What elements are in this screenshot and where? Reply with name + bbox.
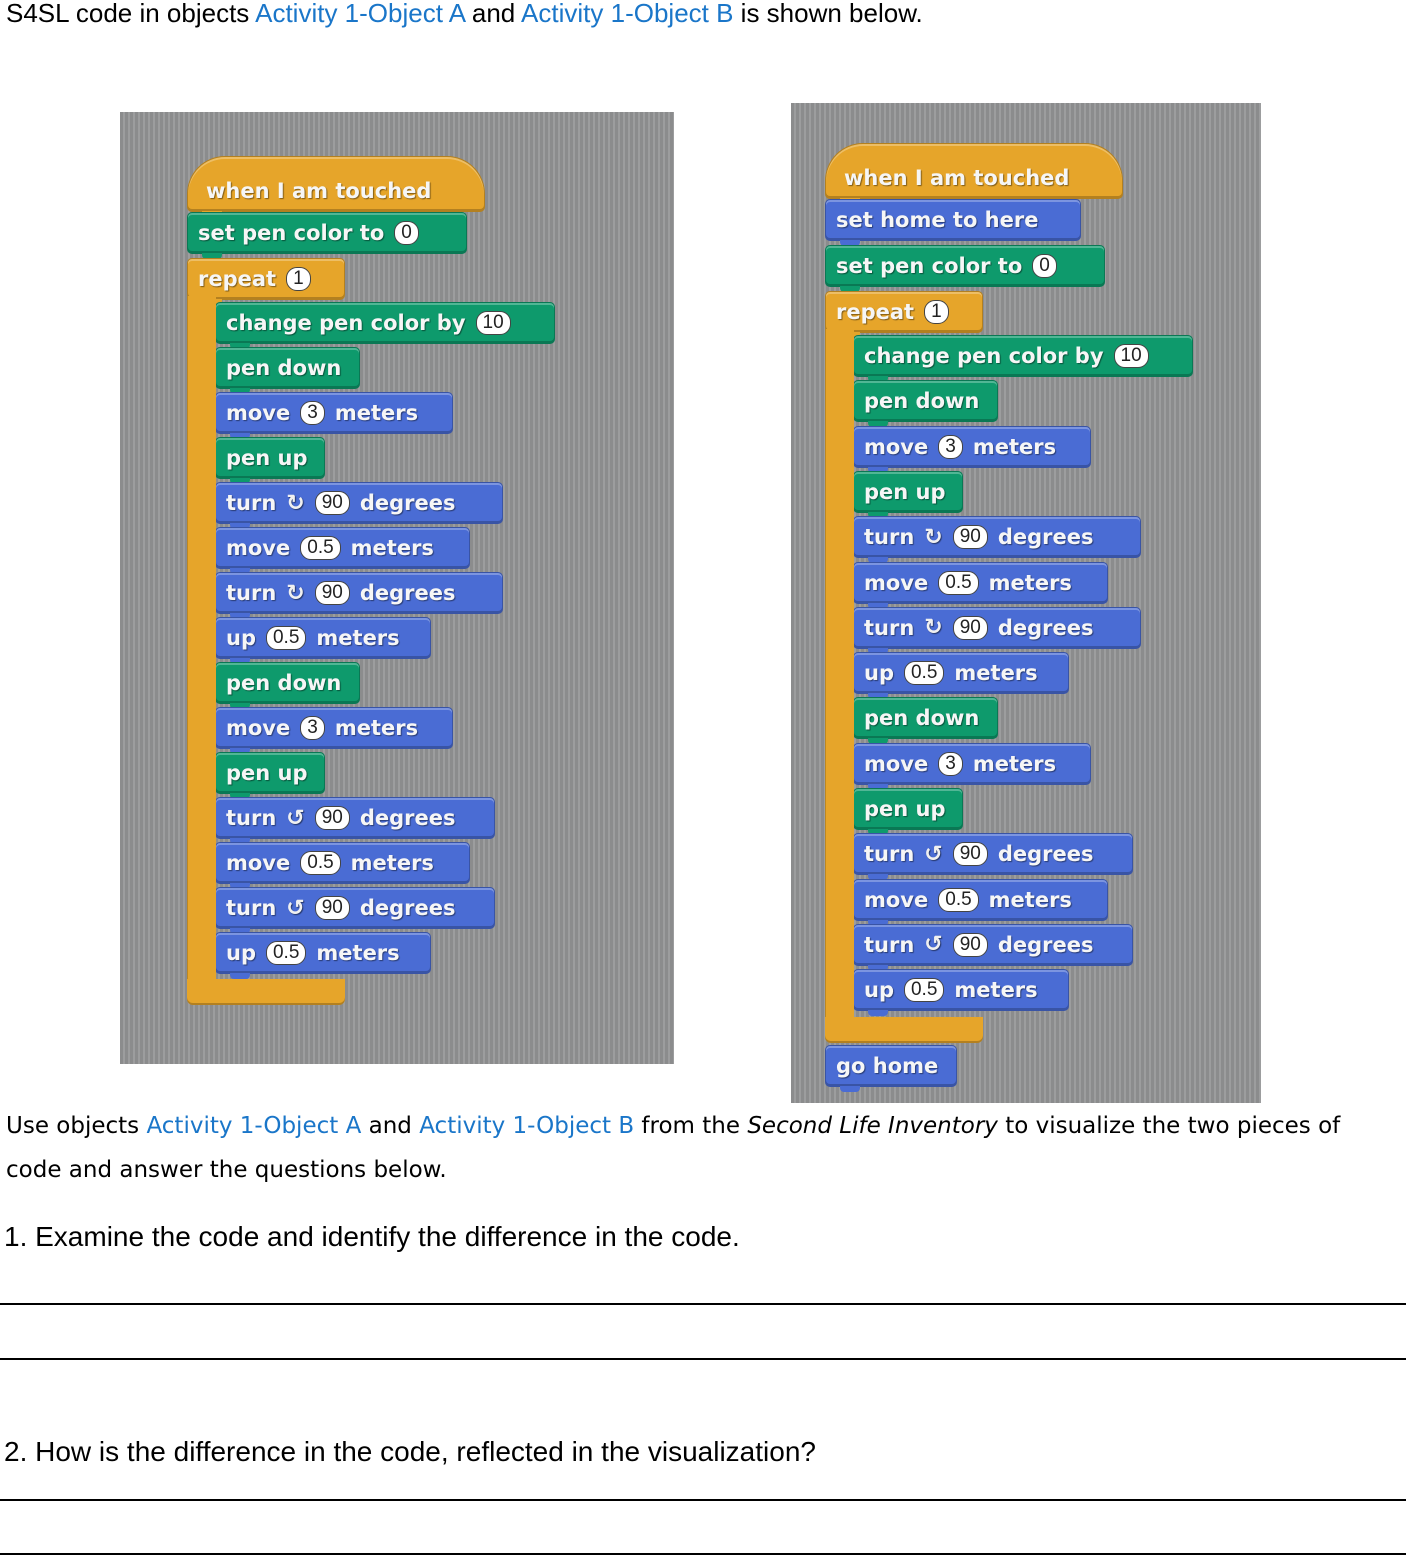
block-value-input[interactable]: 10: [1114, 344, 1149, 368]
instructions-paragraph: [6, 1104, 1396, 1192]
block-label: pen up: [864, 797, 946, 821]
inventory-name: Second Life Inventory: [747, 1113, 998, 1139]
block-value-input[interactable]: 90: [953, 933, 988, 957]
go-home-block[interactable]: [825, 1045, 957, 1087]
pen-down-block[interactable]: [853, 697, 998, 739]
instructions-suffix: to visualize the two pieces of code and answer the questions below.: [6, 1113, 1341, 1183]
pen-down-block[interactable]: [853, 380, 998, 422]
block-label-suffix: degrees: [359, 806, 456, 830]
block-value-input[interactable]: 0.5: [300, 536, 340, 560]
block-label: turn: [864, 615, 915, 640]
block-label-suffix: degrees: [997, 525, 1094, 550]
block-label: turn: [226, 491, 277, 515]
block-label: set pen color to: [836, 254, 1023, 278]
block-value-input[interactable]: 1: [286, 267, 311, 291]
instructions-object-b-link[interactable]: Activity 1-Object B: [419, 1113, 635, 1139]
block-value-input[interactable]: 90: [315, 896, 350, 920]
block-value-input[interactable]: 0.5: [300, 851, 340, 875]
block-value-input[interactable]: 1: [924, 300, 949, 324]
block-label-suffix: meters: [972, 751, 1057, 776]
block-value-input[interactable]: 90: [315, 581, 350, 605]
move-block[interactable]: [215, 527, 470, 569]
block-label: turn: [864, 842, 915, 867]
block-value-input[interactable]: 0: [394, 221, 419, 245]
hat-label: when I am touched: [844, 166, 1070, 190]
move-block[interactable]: [853, 562, 1108, 604]
up-block[interactable]: [215, 617, 431, 659]
rotate-left-icon: ↺: [924, 932, 943, 958]
block-value-input[interactable]: 3: [300, 716, 325, 740]
block-label: pen down: [226, 671, 342, 695]
block-label: turn: [226, 896, 277, 920]
pen-up-block[interactable]: [853, 471, 963, 513]
block-label: up: [226, 941, 256, 965]
block-label: repeat: [198, 267, 277, 291]
block-label-suffix: meters: [972, 434, 1057, 459]
block-label-suffix: meters: [954, 978, 1038, 1003]
block-label: move: [226, 851, 291, 875]
set-pen-color-block[interactable]: [187, 212, 467, 254]
pen-down-block[interactable]: [215, 347, 360, 389]
block-label-suffix: meters: [988, 887, 1072, 912]
block-value-input[interactable]: 0.5: [266, 941, 306, 965]
set-pen-color-block[interactable]: [825, 245, 1105, 287]
block-label: pen up: [864, 479, 946, 504]
turn-block[interactable]: [215, 797, 495, 839]
move-block[interactable]: [215, 707, 453, 749]
repeat-block-end: [825, 1017, 983, 1043]
instructions-object-a-link[interactable]: Activity 1-Object A: [146, 1113, 362, 1139]
block-label-suffix: meters: [316, 626, 400, 650]
up-block[interactable]: [853, 969, 1069, 1011]
block-value-input[interactable]: 3: [938, 435, 963, 459]
rotate-right-icon: ↻: [286, 490, 305, 516]
block-label: pen up: [226, 761, 308, 785]
script-panel-object-a: [120, 112, 674, 1064]
block-label: repeat: [836, 300, 915, 324]
block-value-input[interactable]: 90: [953, 616, 988, 640]
block-label: turn: [864, 932, 915, 957]
block-label: change pen color by: [864, 344, 1104, 368]
block-label-suffix: meters: [316, 941, 400, 965]
block-value-input[interactable]: 0.5: [938, 571, 978, 595]
answer-line-2a[interactable]: [0, 1499, 1406, 1501]
block-value-input[interactable]: 0.5: [938, 888, 978, 912]
set-home-block[interactable]: [825, 199, 1081, 241]
intro-suffix: is shown below.: [733, 0, 923, 28]
rotate-right-icon: ↻: [924, 615, 943, 641]
block-label: move: [226, 401, 291, 425]
move-block[interactable]: [853, 879, 1108, 921]
rotate-left-icon: ↺: [924, 841, 943, 867]
question-1: 1. Examine the code and identify the difference in the code.: [4, 1221, 740, 1252]
block-label: move: [864, 570, 929, 595]
block-label-suffix: degrees: [359, 491, 456, 515]
move-block[interactable]: [853, 426, 1091, 468]
block-value-input[interactable]: 10: [476, 311, 511, 335]
turn-block[interactable]: [853, 516, 1141, 558]
block-label-suffix: degrees: [997, 932, 1094, 957]
block-value-input[interactable]: 0: [1032, 254, 1057, 278]
block-value-input[interactable]: 90: [953, 525, 988, 549]
block-label: up: [864, 661, 894, 686]
script-panel-object-b: [791, 103, 1261, 1103]
answer-line-1a[interactable]: [0, 1303, 1406, 1305]
block-value-input[interactable]: 3: [300, 401, 325, 425]
block-label: change pen color by: [226, 311, 466, 335]
question-2: 2. How is the difference in the code, reflected in the visualization?: [4, 1436, 816, 1467]
block-value-input[interactable]: 0.5: [904, 661, 944, 685]
object-a-link[interactable]: Activity 1-Object A: [255, 0, 465, 28]
repeat-block[interactable]: [187, 258, 345, 300]
intro-text: [6, 0, 923, 30]
pen-up-block[interactable]: [215, 752, 325, 794]
block-label-suffix: degrees: [997, 615, 1094, 640]
repeat-block-end: [187, 979, 345, 1005]
when-touched-hat-block[interactable]: [187, 156, 485, 212]
pen-down-block[interactable]: [215, 662, 360, 704]
pen-up-block[interactable]: [215, 437, 325, 479]
block-label: up: [226, 626, 256, 650]
block-label-suffix: degrees: [359, 896, 456, 920]
intro-middle: and: [464, 0, 522, 28]
block-label-suffix: meters: [350, 536, 434, 560]
up-block[interactable]: [215, 932, 431, 974]
rotate-left-icon: ↺: [286, 805, 305, 831]
block-label: pen down: [864, 706, 980, 731]
block-value-input[interactable]: 90: [953, 842, 988, 866]
block-label: up: [864, 978, 894, 1003]
rotate-right-icon: ↻: [286, 580, 305, 606]
turn-block[interactable]: [853, 607, 1141, 649]
pen-up-block[interactable]: [853, 788, 963, 830]
block-label-suffix: meters: [988, 570, 1072, 595]
repeat-block[interactable]: [825, 291, 983, 333]
block-label: move: [226, 716, 291, 740]
turn-block[interactable]: [215, 482, 503, 524]
intro-prefix: S4SL code in objects: [6, 0, 256, 28]
block-value-input[interactable]: 90: [315, 806, 350, 830]
repeat-block-arm: [187, 296, 216, 981]
block-label: set home to here: [836, 208, 1039, 232]
instructions-middle: and: [361, 1113, 420, 1139]
turn-block[interactable]: [215, 572, 503, 614]
move-block[interactable]: [215, 842, 470, 884]
block-label: set pen color to: [198, 221, 385, 245]
up-block[interactable]: [853, 652, 1069, 694]
block-label-suffix: meters: [334, 401, 419, 425]
block-label: turn: [864, 525, 915, 550]
block-value-input[interactable]: 3: [938, 752, 963, 776]
hat-label: when I am touched: [206, 179, 432, 203]
instructions-prefix: Use objects: [6, 1113, 147, 1139]
block-label: move: [864, 887, 929, 912]
turn-block[interactable]: [215, 887, 495, 929]
repeat-block-arm: [825, 329, 854, 1019]
block-label-suffix: meters: [334, 716, 419, 740]
object-b-link[interactable]: Activity 1-Object B: [521, 0, 734, 28]
block-label: turn: [226, 581, 277, 605]
move-block[interactable]: [853, 743, 1091, 785]
move-block[interactable]: [215, 392, 453, 434]
block-label: move: [864, 434, 929, 459]
block-value-input[interactable]: 0.5: [266, 626, 306, 650]
block-label: move: [864, 751, 929, 776]
block-label: move: [226, 536, 291, 560]
block-label: pen down: [864, 389, 980, 414]
block-value-input[interactable]: 0.5: [904, 978, 944, 1002]
instructions-from: from the: [634, 1113, 748, 1139]
block-value-input[interactable]: 90: [315, 491, 350, 515]
block-label: pen up: [226, 446, 308, 470]
turn-block[interactable]: [853, 924, 1133, 966]
change-pen-color-by-block[interactable]: [853, 335, 1193, 377]
block-label-suffix: meters: [954, 661, 1038, 686]
block-label: pen down: [226, 356, 342, 380]
block-label-suffix: meters: [350, 851, 434, 875]
rotate-right-icon: ↻: [924, 524, 943, 550]
block-label-suffix: degrees: [359, 581, 456, 605]
block-label-suffix: degrees: [997, 842, 1094, 867]
rotate-left-icon: ↺: [286, 895, 305, 921]
change-pen-color-by-block[interactable]: [215, 302, 555, 344]
block-label: go home: [836, 1053, 939, 1078]
block-label: turn: [226, 806, 277, 830]
turn-block[interactable]: [853, 833, 1133, 875]
when-touched-hat-block[interactable]: [825, 143, 1123, 199]
answer-line-1b[interactable]: [0, 1358, 1406, 1360]
